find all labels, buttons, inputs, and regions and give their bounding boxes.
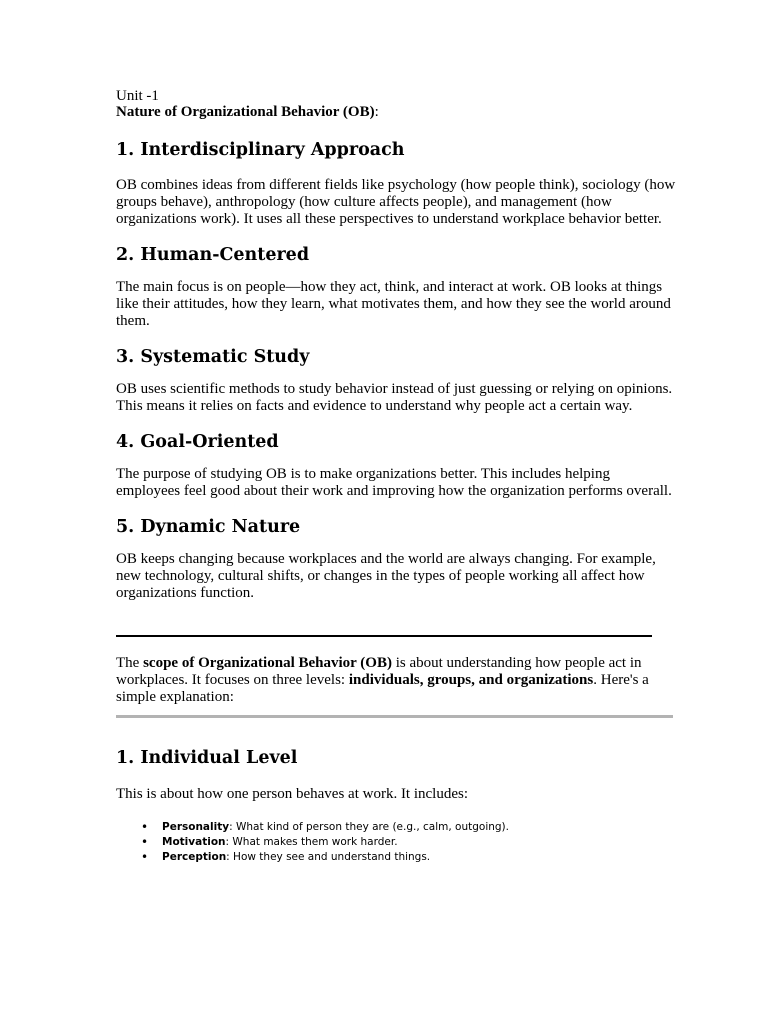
unit-label: Unit -1 (116, 88, 159, 104)
list-item-desc: : What makes them work harder. (225, 836, 398, 848)
scope-text-2: is about understanding how people act in workplaces. It focuses on three levels: (116, 655, 642, 688)
list-item (141, 850, 676, 865)
list-item (141, 820, 676, 835)
paragraph-systematic-study: OB uses scientific methods to study behavior instead of just guessing or relying on opinions. This means it relies on facts and evidence to understand why people act a certain way. (116, 381, 673, 414)
section-divider (116, 635, 652, 637)
document-subtitle (116, 104, 676, 121)
list-item-desc: : What kind of person they are (e.g., calm, outgoing). (229, 821, 509, 833)
list-item-desc: : How they see and understand things. (226, 851, 431, 863)
heading-goal-oriented: 4. Goal-Oriented (116, 432, 279, 452)
paragraph-human-centered: The main focus is on people—how they act, think, and interact at work. OB looks at things like their attitudes, how they learn, what motivates them, and how they see the world around them. (116, 279, 671, 329)
list-item (141, 835, 676, 850)
paragraph-interdisciplinary: OB combines ideas from different fields like psychology (how people think), sociology (how groups behave), anthropology (how culture affects people), and management (how organizations work). It uses all these perspectives to understand workplace behavior better. (116, 177, 676, 227)
scope-bold-2: individuals, groups, and organizations (348, 672, 594, 688)
list-item-term: Motivation (162, 836, 226, 848)
document-content (116, 88, 676, 865)
heading-individual-level: 1. Individual Level (116, 748, 298, 768)
individual-factors-list (116, 820, 676, 865)
scope-paragraph (116, 655, 676, 706)
bullet-icon: • (141, 850, 149, 864)
heading-interdisciplinary: 1. Interdisciplinary Approach (116, 140, 405, 160)
paragraph-dynamic-nature: OB keeps changing because workplaces and the world are always changing. For example, new technology, cultural shifts, or changes in the types of people working all affect how organizations function. (116, 551, 656, 601)
scope-text-1: The (116, 655, 144, 671)
list-item-term: Perception (162, 851, 227, 863)
bullet-icon: • (141, 835, 149, 849)
horizontal-rule (116, 715, 673, 718)
scope-bold-1: scope of Organizational Behavior (OB) (143, 655, 392, 671)
heading-systematic-study: 3. Systematic Study (116, 347, 310, 367)
paragraph-individual-intro: This is about how one person behaves at work. It includes: (116, 786, 469, 802)
paragraph-goal-oriented: The purpose of studying OB is to make organizations better. This includes helping employees feel good about their work and improving how the organization performs overall. (116, 466, 672, 499)
heading-dynamic-nature: 5. Dynamic Nature (116, 517, 301, 537)
scope-text-3: . Here's a simple explanation: (116, 672, 649, 705)
bullet-icon: • (141, 820, 149, 834)
subtitle-bold: Nature of Organizational Behavior (OB) (116, 104, 375, 120)
subtitle-suffix: : (374, 104, 379, 120)
heading-human-centered: 2. Human-Centered (116, 245, 310, 265)
list-item-term: Personality (162, 821, 230, 833)
